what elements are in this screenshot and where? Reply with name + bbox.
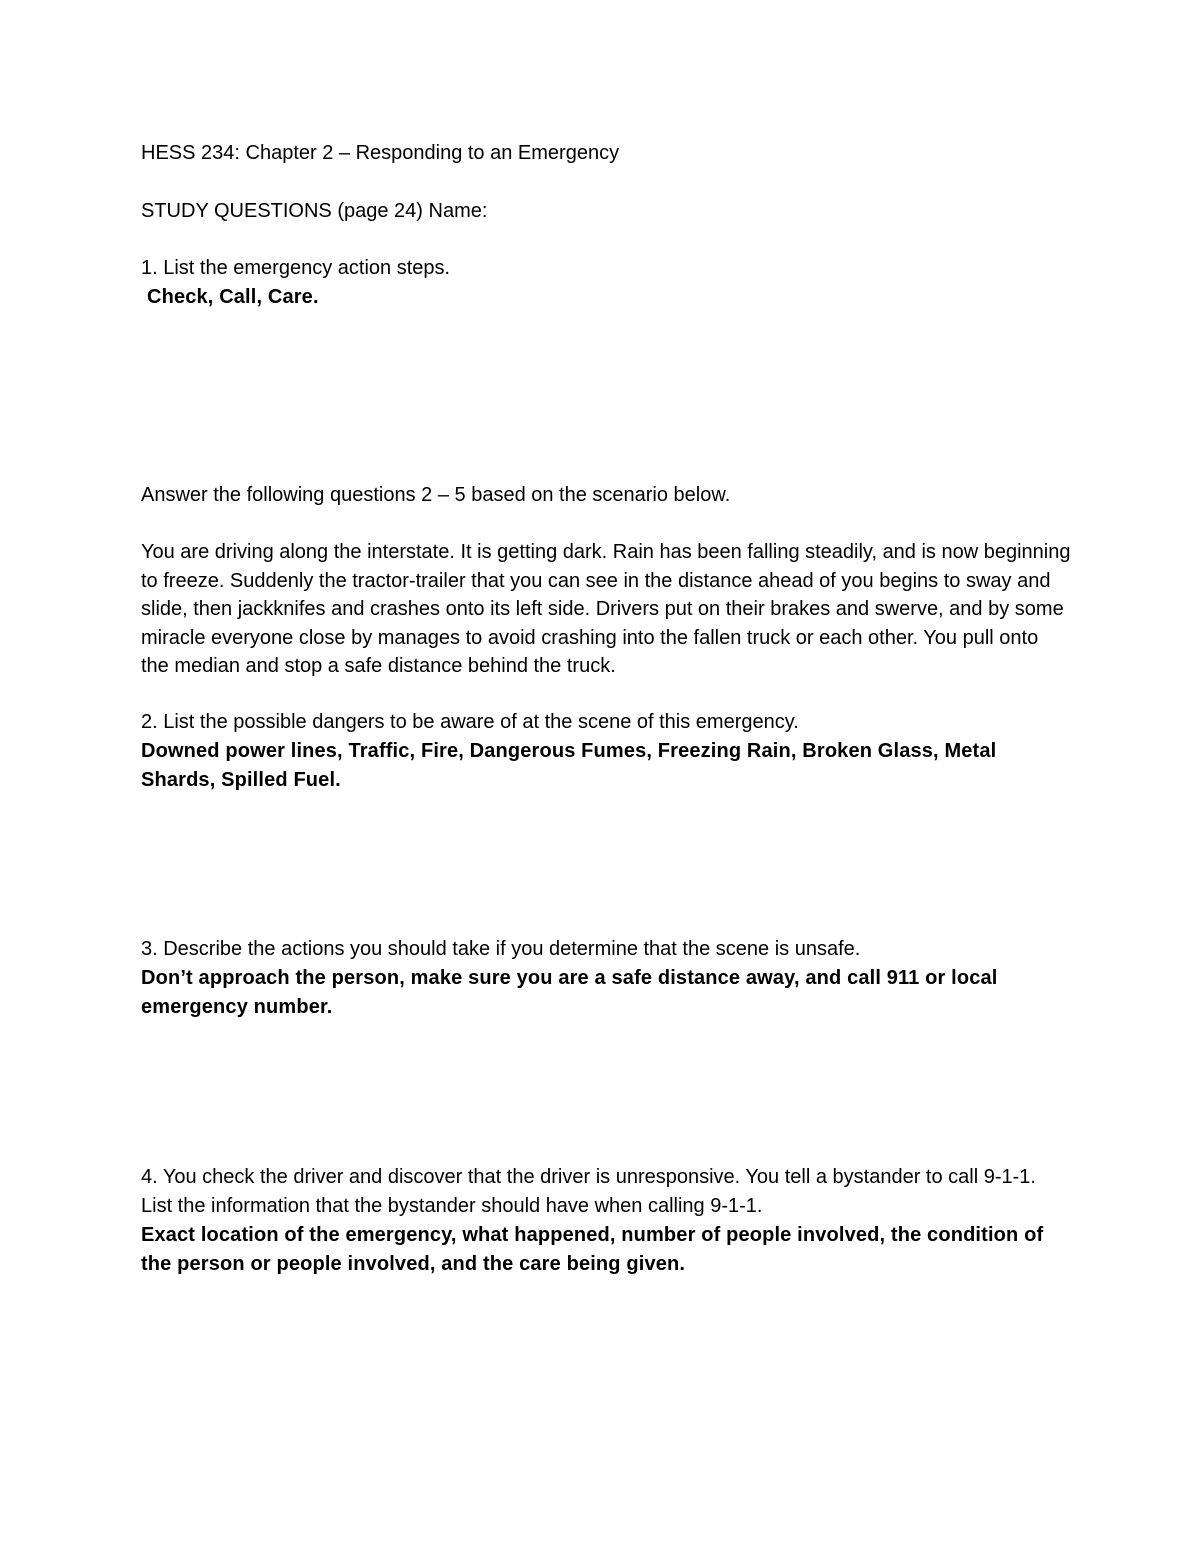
scenario-paragraph: You are driving along the interstate. It is getting dark. Rain has been falling steadily, and is now beginning to freeze. Suddenly the tractor-trailer that you can see in the distance ahead of you begins to sway and slide, then jackknifes and crashes onto its left side. Drivers put on their brakes and swerve, and by some miracle everyone close by manages to avoid crashing into the fallen truck or each other. You pull onto the median and stop a safe distance behind the truck. — [141, 541, 1071, 677]
document-title: HESS 234: Chapter 2 – Responding to an Emergency — [141, 142, 620, 164]
answer-2: Downed power lines, Traffic, Fire, Dangerous Fumes, Freezing Rain, Broken Glass, Metal Shards, Spilled Fuel. — [141, 740, 997, 791]
answer-1: Check, Call, Care. — [147, 286, 319, 308]
answer-3: Don’t approach the person, make sure you are a safe distance away, and call 911 or local emergency number. — [141, 967, 998, 1018]
study-questions-heading: STUDY QUESTIONS (page 24) Name: — [141, 200, 488, 222]
question-1: 1. List the emergency action steps. — [141, 257, 451, 279]
question-4: 4. You check the driver and discover that the driver is unresponsive. You tell a bystander to call 9-1-1. List the information that the bystander should have when calling 9-1-1. — [141, 1166, 1036, 1217]
question-2: 2. List the possible dangers to be aware of at the scene of this emergency. — [141, 711, 799, 733]
answer-4: Exact location of the emergency, what happened, number of people involved, the condition of the person or people involved, and the care being given. — [141, 1224, 1044, 1275]
instructions: Answer the following questions 2 – 5 based on the scenario below. — [141, 484, 731, 506]
question-3: 3. Describe the actions you should take if you determine that the scene is unsafe. — [141, 938, 861, 960]
